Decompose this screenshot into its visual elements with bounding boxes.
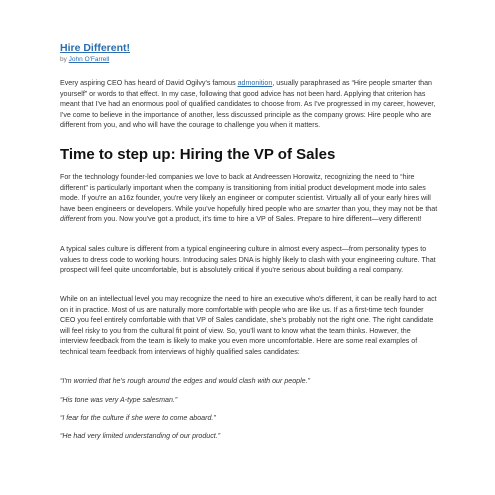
para2-part1: For the technology founder-led companies we love to back at Andreessen Horowitz, recognizing the need to “hire different” is particularly important when the company is transitioning from initial product development mode into sales mode. If you're an a16z founder, you're very likely an engineer or computer scientist. Virtually all of your early hires will have been engineers or developers. While you've hopefully hired people who are <box>60 173 431 213</box>
paragraph-3: A typical sales culture is different from a typical engineering culture in almost every aspect—from personality types to values to dress code to working hours. Introducing sales DNA is highly likely to clash with your engineering culture. That prospect will feel quite uncomfortable, but is absolutely critical if you're serious about building a real company. <box>60 245 436 275</box>
para2-part3: from you. Now you've got a product, it's time to hire a VP of Sales. Prepare to hire different—very different! <box>85 215 422 224</box>
para2-part2: than you, they may not be that <box>339 204 438 213</box>
admonition-link[interactable]: admonition <box>237 79 273 87</box>
para2-emphasis-different: different <box>60 215 86 224</box>
paragraph-2 <box>60 172 440 225</box>
quote-2: “His tone was very A-type salesman.” <box>60 396 178 404</box>
article-title-link[interactable]: Hire Different! <box>60 42 131 54</box>
quote-4: “He had very limited understanding of our product.” <box>60 432 221 440</box>
intro-text-after: , usually paraphrased as “Hire people smarter than yourself” or words to that effect. In my case, following that good advice has not been hard. Applying that criterion has meant that I've had an enormous pool of qualified candidates to choose from. As I've progressed in my career, however, I've come to believe in the importance of another, less discussed principle as the company grows: Hire people who are different from you, and who will have the courage to challenge you when it matters. <box>60 79 436 130</box>
quote-3: “I fear for the culture if she were to come aboard.” <box>60 414 216 422</box>
paragraph-4: While on an intellectual level you may recognize the need to hire an executive who's different, it can be really hard to act on it in practice. Most of us are naturally more comfortable with people who are like us. If as a first-time tech founder CEO you feel entirely comfortable with that VP of Sales candidate, she's probably not the right one. The right candidate will feel risky to you from the cultural fit point of view. So, you'll want to know what the team thinks. However, the interview feedback from the team is likely to make you even more uncomfortable. Here are some real examples of technical team feedback from interviews of highly qualified sales candidates: <box>60 295 437 356</box>
section-heading: Time to step up: Hiring the VP of Sales <box>60 146 336 163</box>
byline <box>60 56 109 63</box>
intro-paragraph <box>60 78 440 131</box>
author-link[interactable]: John O'Farrell <box>68 56 110 63</box>
intro-text-before: Every aspiring CEO has heard of David Ogilvy's famous <box>60 79 238 87</box>
byline-prefix: by <box>60 56 69 63</box>
para2-emphasis-smarter: smarter <box>315 204 340 213</box>
quote-1: “I'm worried that he's rough around the edges and would clash with our people.” <box>60 377 310 385</box>
